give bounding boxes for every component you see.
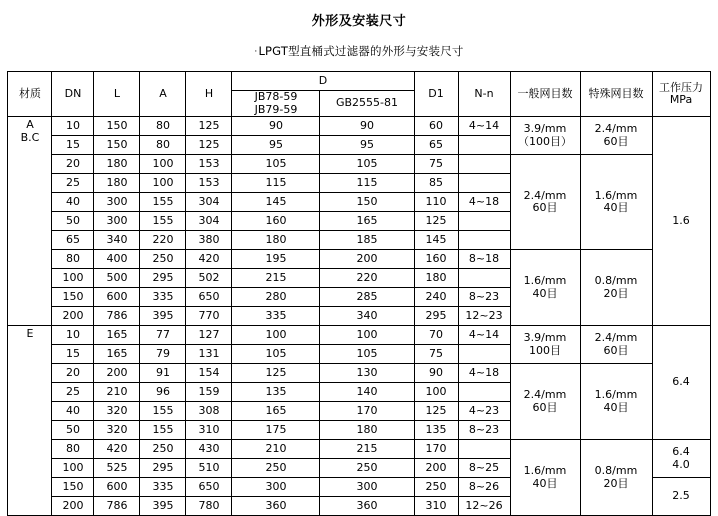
cell-dn: 20 [52, 364, 94, 383]
cell-mesh-general-line: 2.4/mm [523, 388, 567, 402]
page-title: 外形及安装尺寸 [311, 14, 407, 29]
cell-l: 200 [94, 364, 140, 383]
cell-pressure-line: 6.4 [672, 375, 690, 389]
cell-l: 500 [94, 269, 140, 288]
cell-a: 80 [140, 136, 186, 155]
cell-nn: 8~18 [458, 250, 510, 269]
header-pressure-line2: MPa [669, 93, 693, 107]
cell-nn [458, 231, 510, 250]
cell-nn [458, 383, 510, 402]
cell-nn [458, 174, 510, 193]
header-nn: N-n [458, 72, 510, 117]
cell-d1: 75 [414, 155, 458, 174]
cell-h: 780 [186, 497, 232, 516]
cell-mesh-general-line: 1.6/mm [523, 464, 567, 478]
cell-h: 125 [186, 136, 232, 155]
cell-h: 770 [186, 307, 232, 326]
cell-d-jb: 280 [232, 288, 320, 307]
cell-h: 131 [186, 345, 232, 364]
cell-d-gb: 285 [320, 288, 414, 307]
cell-mesh-general-line: 3.9/mm [523, 122, 567, 136]
cell-mesh-special [580, 117, 652, 155]
cell-a: 250 [140, 440, 186, 459]
cell-l: 340 [94, 231, 140, 250]
cell-mesh-general-line: 60目 [532, 201, 558, 215]
cell-a: 91 [140, 364, 186, 383]
cell-d-jb: 335 [232, 307, 320, 326]
cell-d-jb: 250 [232, 459, 320, 478]
cell-mesh-special-line: 40目 [603, 400, 629, 414]
cell-dn: 50 [52, 212, 94, 231]
header-a: A [140, 72, 186, 117]
cell-d1: 85 [414, 174, 458, 193]
cell-d1: 310 [414, 497, 458, 516]
cell-nn: 4~14 [458, 117, 510, 136]
cell-h: 154 [186, 364, 232, 383]
cell-l: 300 [94, 193, 140, 212]
cell-l: 180 [94, 174, 140, 193]
cell-d1: 100 [414, 383, 458, 402]
cell-l: 525 [94, 459, 140, 478]
cell-dn: 100 [52, 459, 94, 478]
cell-d1: 295 [414, 307, 458, 326]
cell-l: 600 [94, 288, 140, 307]
cell-pressure [652, 478, 710, 516]
cell-l: 420 [94, 440, 140, 459]
cell-dn: 200 [52, 307, 94, 326]
cell-l: 786 [94, 307, 140, 326]
cell-d-gb: 185 [320, 231, 414, 250]
cell-d1: 90 [414, 364, 458, 383]
cell-d-jb: 105 [232, 155, 320, 174]
cell-d-gb: 105 [320, 345, 414, 364]
cell-dn: 25 [52, 383, 94, 402]
header-pressure [652, 72, 710, 117]
cell-mesh-special-line: 40目 [603, 201, 629, 215]
cell-a: 80 [140, 117, 186, 136]
cell-pressure-line: 2.5 [672, 489, 690, 503]
cell-d-jb: 105 [232, 345, 320, 364]
cell-a: 395 [140, 497, 186, 516]
cell-h: 430 [186, 440, 232, 459]
table-row [8, 326, 710, 345]
cell-nn: 4~14 [458, 326, 510, 345]
cell-d1: 125 [414, 212, 458, 231]
cell-l: 165 [94, 326, 140, 345]
cell-a: 295 [140, 459, 186, 478]
table-row [8, 155, 710, 174]
cell-mesh-special [580, 326, 652, 364]
cell-dn: 10 [52, 326, 94, 345]
cell-mesh-special-line: 60目 [603, 134, 629, 148]
cell-d-jb: 160 [232, 212, 320, 231]
cell-pressure [652, 117, 710, 326]
cell-d-gb: 105 [320, 155, 414, 174]
cell-d-gb: 90 [320, 117, 414, 136]
cell-a: 395 [140, 307, 186, 326]
header-material: 材质 [8, 72, 52, 117]
cell-mesh-general [510, 440, 580, 516]
cell-material-line: B.C [20, 130, 40, 144]
cell-dn: 65 [52, 231, 94, 250]
cell-d-gb: 220 [320, 269, 414, 288]
cell-mesh-special [580, 250, 652, 326]
header-d-jb-line1: JB78-59 [254, 90, 298, 103]
cell-pressure-line: 6.4 [672, 445, 690, 459]
cell-d-gb: 140 [320, 383, 414, 402]
cell-d-jb: 195 [232, 250, 320, 269]
cell-mesh-special-line: 60目 [603, 343, 629, 357]
cell-mesh-special-line: 20目 [603, 476, 629, 490]
cell-h: 153 [186, 174, 232, 193]
cell-nn [458, 212, 510, 231]
cell-pressure [652, 326, 710, 440]
cell-d-gb: 95 [320, 136, 414, 155]
cell-h: 304 [186, 212, 232, 231]
cell-a: 220 [140, 231, 186, 250]
cell-mesh-general [510, 364, 580, 440]
cell-dn: 100 [52, 269, 94, 288]
cell-d1: 60 [414, 117, 458, 136]
cell-mesh-general-line: 100目 [529, 343, 561, 357]
cell-d-gb: 180 [320, 421, 414, 440]
header-d1: D1 [414, 72, 458, 117]
cell-l: 150 [94, 136, 140, 155]
cell-dn: 80 [52, 440, 94, 459]
cell-l: 300 [94, 212, 140, 231]
cell-mesh-general-line: 2.4/mm [523, 188, 567, 202]
cell-material [8, 117, 52, 326]
cell-h: 650 [186, 478, 232, 497]
cell-material-line: E [26, 327, 34, 341]
cell-dn: 15 [52, 345, 94, 364]
cell-h: 310 [186, 421, 232, 440]
cell-a: 155 [140, 212, 186, 231]
header-pressure-line1: 工作压力 [659, 80, 703, 94]
cell-mesh-general-line: 40目 [532, 286, 558, 300]
cell-nn: 8~23 [458, 288, 510, 307]
cell-d1: 65 [414, 136, 458, 155]
cell-pressure [652, 440, 710, 478]
cell-l: 180 [94, 155, 140, 174]
cell-d-gb: 360 [320, 497, 414, 516]
cell-d1: 180 [414, 269, 458, 288]
cell-d1: 145 [414, 231, 458, 250]
table-body [8, 117, 710, 516]
cell-mesh-general [510, 155, 580, 250]
cell-d-jb: 360 [232, 497, 320, 516]
cell-h: 420 [186, 250, 232, 269]
cell-l: 400 [94, 250, 140, 269]
cell-dn: 40 [52, 193, 94, 212]
cell-nn: 8~23 [458, 421, 510, 440]
cell-d-gb: 215 [320, 440, 414, 459]
cell-d1: 240 [414, 288, 458, 307]
cell-dn: 15 [52, 136, 94, 155]
cell-h: 308 [186, 402, 232, 421]
cell-d1: 250 [414, 478, 458, 497]
cell-h: 153 [186, 155, 232, 174]
cell-mesh-special-line: 2.4/mm [594, 331, 638, 345]
cell-d-jb: 180 [232, 231, 320, 250]
cell-d1: 75 [414, 345, 458, 364]
cell-nn: 4~18 [458, 364, 510, 383]
cell-material [8, 326, 52, 516]
cell-nn: 12~23 [458, 307, 510, 326]
cell-d1: 70 [414, 326, 458, 345]
cell-pressure-line: 1.6 [672, 213, 690, 227]
header-mesh-general: 一般网目数 [510, 72, 580, 117]
cell-d1: 170 [414, 440, 458, 459]
cell-a: 96 [140, 383, 186, 402]
cell-l: 786 [94, 497, 140, 516]
cell-nn [458, 440, 510, 459]
cell-d-gb: 300 [320, 478, 414, 497]
cell-dn: 25 [52, 174, 94, 193]
cell-a: 100 [140, 155, 186, 174]
cell-d-gb: 340 [320, 307, 414, 326]
cell-a: 155 [140, 193, 186, 212]
cell-d-jb: 90 [232, 117, 320, 136]
cell-a: 155 [140, 421, 186, 440]
header-l: L [94, 72, 140, 117]
cell-dn: 40 [52, 402, 94, 421]
cell-nn: 8~26 [458, 478, 510, 497]
cell-dn: 10 [52, 117, 94, 136]
cell-h: 502 [186, 269, 232, 288]
header-d-jb-line2: JB79-59 [254, 102, 298, 116]
cell-d-jb: 300 [232, 478, 320, 497]
cell-d-gb: 150 [320, 193, 414, 212]
cell-dn: 150 [52, 288, 94, 307]
header-dn: DN [52, 72, 94, 117]
cell-d-gb: 100 [320, 326, 414, 345]
cell-nn [458, 136, 510, 155]
cell-nn: 8~25 [458, 459, 510, 478]
cell-material-line: A [26, 118, 34, 132]
cell-d-jb: 215 [232, 269, 320, 288]
cell-mesh-general-line: 1.6/mm [523, 274, 567, 288]
cell-d-gb: 165 [320, 212, 414, 231]
cell-mesh-special [580, 364, 652, 440]
cell-d-jb: 210 [232, 440, 320, 459]
cell-h: 650 [186, 288, 232, 307]
cell-mesh-special-line: 0.8/mm [594, 274, 638, 288]
cell-mesh-special-line: 1.6/mm [594, 188, 638, 202]
cell-d1: 110 [414, 193, 458, 212]
cell-dn: 80 [52, 250, 94, 269]
cell-mesh-general-line: 40目 [532, 476, 558, 490]
cell-mesh-special-line: 1.6/mm [594, 388, 638, 402]
cell-d-jb: 125 [232, 364, 320, 383]
cell-dn: 150 [52, 478, 94, 497]
spec-table [7, 71, 710, 516]
cell-dn: 50 [52, 421, 94, 440]
cell-dn: 200 [52, 497, 94, 516]
cell-mesh-general [510, 250, 580, 326]
cell-a: 335 [140, 478, 186, 497]
cell-dn: 20 [52, 155, 94, 174]
cell-mesh-general-line: 3.9/mm [523, 331, 567, 345]
header-d-gb: GB2555-81 [320, 91, 414, 117]
cell-d1: 160 [414, 250, 458, 269]
cell-mesh-special-line: 0.8/mm [594, 464, 638, 478]
header-mesh-special: 特殊网目数 [580, 72, 652, 117]
cell-d-jb: 135 [232, 383, 320, 402]
cell-d-jb: 100 [232, 326, 320, 345]
cell-d-jb: 165 [232, 402, 320, 421]
cell-d-gb: 170 [320, 402, 414, 421]
cell-a: 77 [140, 326, 186, 345]
cell-h: 127 [186, 326, 232, 345]
cell-a: 155 [140, 402, 186, 421]
cell-d1: 125 [414, 402, 458, 421]
cell-a: 335 [140, 288, 186, 307]
page-subtitle [0, 43, 718, 59]
cell-l: 320 [94, 421, 140, 440]
cell-nn: 4~23 [458, 402, 510, 421]
cell-mesh-general-line: （100目） [518, 134, 572, 148]
bullet-mark: · [254, 46, 258, 57]
cell-d-jb: 115 [232, 174, 320, 193]
cell-d-jb: 95 [232, 136, 320, 155]
cell-d-gb: 130 [320, 364, 414, 383]
cell-mesh-special [580, 440, 652, 516]
cell-h: 510 [186, 459, 232, 478]
cell-a: 295 [140, 269, 186, 288]
cell-d-gb: 115 [320, 174, 414, 193]
cell-mesh-general [510, 117, 580, 155]
cell-l: 165 [94, 345, 140, 364]
cell-d-jb: 175 [232, 421, 320, 440]
cell-nn [458, 155, 510, 174]
table-row [8, 250, 710, 269]
cell-l: 600 [94, 478, 140, 497]
table-row [8, 440, 710, 459]
cell-a: 250 [140, 250, 186, 269]
cell-d-jb: 145 [232, 193, 320, 212]
cell-mesh-special-line: 2.4/mm [594, 122, 638, 136]
cell-l: 150 [94, 117, 140, 136]
cell-l: 320 [94, 402, 140, 421]
cell-mesh-general [510, 326, 580, 364]
cell-a: 79 [140, 345, 186, 364]
cell-h: 125 [186, 117, 232, 136]
cell-l: 210 [94, 383, 140, 402]
document-page [0, 10, 718, 512]
cell-a: 100 [140, 174, 186, 193]
cell-nn [458, 269, 510, 288]
cell-h: 380 [186, 231, 232, 250]
cell-mesh-special-line: 20目 [603, 286, 629, 300]
cell-mesh-special [580, 155, 652, 250]
cell-pressure-line: 4.0 [672, 457, 690, 471]
header-d-group: D [232, 72, 414, 91]
cell-d-gb: 200 [320, 250, 414, 269]
cell-nn: 4~18 [458, 193, 510, 212]
cell-d1: 200 [414, 459, 458, 478]
cell-h: 159 [186, 383, 232, 402]
cell-nn: 12~26 [458, 497, 510, 516]
header-row-main [8, 72, 710, 91]
header-h: H [186, 72, 232, 117]
cell-nn [458, 345, 510, 364]
subtitle-text: LPGT型直桶式过滤器的外形与安装尺寸 [258, 44, 464, 58]
header-d-jb [232, 91, 320, 117]
cell-d-gb: 250 [320, 459, 414, 478]
cell-d1: 135 [414, 421, 458, 440]
table-row [8, 364, 710, 383]
table-header [8, 72, 710, 117]
cell-mesh-general-line: 60目 [532, 400, 558, 414]
cell-h: 304 [186, 193, 232, 212]
table-row [8, 117, 710, 136]
